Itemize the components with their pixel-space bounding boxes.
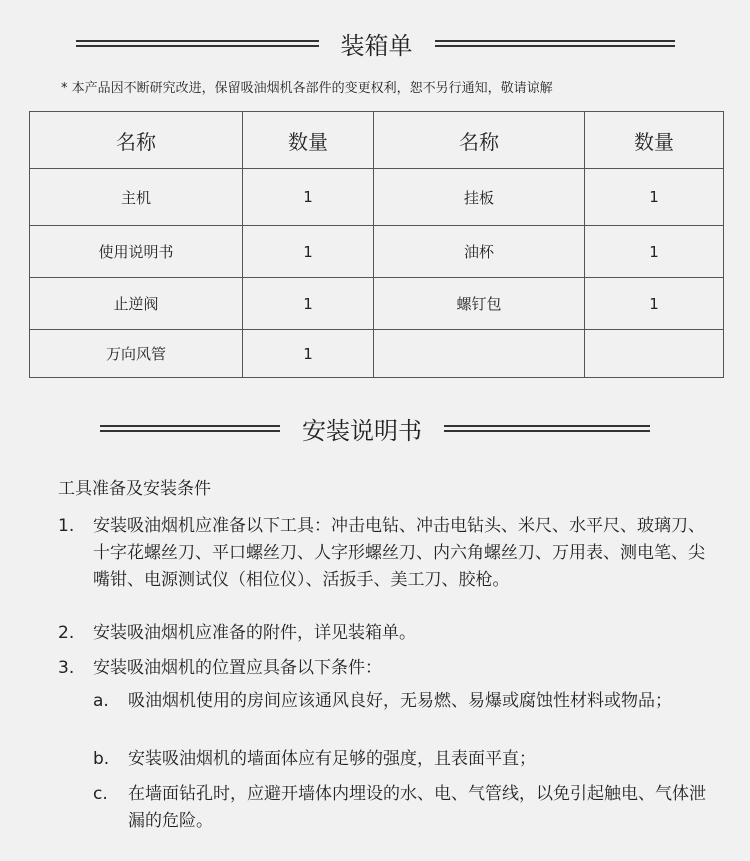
table-cell: 挂板 — [374, 169, 585, 226]
packing-list-title: 装箱单 — [340, 32, 413, 60]
table-cell: 1 — [243, 169, 374, 226]
table-row — [30, 330, 724, 378]
table-header-row — [30, 112, 724, 169]
item-number: 2. — [58, 623, 75, 643]
divider-line — [76, 40, 319, 47]
packing-list-header — [0, 26, 750, 61]
column-header-name: 名称 — [30, 112, 243, 169]
table-row — [30, 278, 724, 330]
divider-line — [444, 425, 650, 432]
column-header-quantity: 数量 — [585, 112, 724, 169]
sub-item-text: 吸油烟机使用的房间应该通风良好，无易燃、易爆或腐蚀性材料或物品； — [128, 691, 672, 711]
sub-item-text: 安装吸油烟机的墙面体应有足够的强度，且表面平直； — [128, 749, 536, 769]
divider-line — [100, 425, 280, 432]
table-row — [30, 169, 724, 226]
item-number: 3. — [58, 658, 75, 678]
table-cell — [585, 330, 724, 378]
manual-header — [0, 411, 750, 446]
table-cell: 1 — [585, 226, 724, 278]
manual-title: 安装说明书 — [302, 417, 422, 445]
table-cell — [374, 330, 585, 378]
packing-list-table — [29, 111, 724, 378]
table-row — [30, 226, 724, 278]
table-cell: 止逆阀 — [30, 278, 243, 330]
table-cell: 1 — [585, 278, 724, 330]
column-header-name: 名称 — [374, 112, 585, 169]
item-text: 安装吸油烟机应准备的附件，详见装箱单。 — [93, 623, 416, 643]
item-text: 安装吸油烟机的位置应具备以下条件： — [93, 658, 382, 678]
notice-text: * 本产品因不断研究改进，保留吸油烟机各部件的变更权利，恕不另行通知，敬请谅解 — [61, 81, 553, 96]
table-cell: 螺钉包 — [374, 278, 585, 330]
table-cell: 1 — [585, 169, 724, 226]
section-subheading: 工具准备及安装条件 — [58, 479, 211, 499]
item-number: 1. — [58, 516, 75, 536]
sub-item-text: 在墙面钻孔时，应避开墙体内埋设的水、电、气管线，以免引起触电、气体泄漏的危险。 — [128, 784, 706, 831]
table-cell: 1 — [243, 278, 374, 330]
table-cell: 1 — [243, 330, 374, 378]
item-text: 安装吸油烟机应准备以下工具：冲击电钻、冲击电钻头、米尺、水平尺、玻璃刀、十字花螺丝刀、平口螺丝刀、人字形螺丝刀、内六角螺丝刀、万用表、测电笔、尖嘴钳、电源测试仪（相位仪）、活扳手、美工刀、胶枪。 — [93, 516, 705, 590]
table-cell: 1 — [243, 226, 374, 278]
table-cell: 万向风管 — [30, 330, 243, 378]
column-header-quantity: 数量 — [243, 112, 374, 169]
sub-item-letter: c. — [93, 784, 108, 804]
sub-item-letter: b. — [93, 749, 110, 769]
divider-line — [435, 40, 675, 47]
sub-item-letter: a. — [93, 691, 109, 711]
table-cell: 油杯 — [374, 226, 585, 278]
table-cell: 使用说明书 — [30, 226, 243, 278]
table-cell: 主机 — [30, 169, 243, 226]
